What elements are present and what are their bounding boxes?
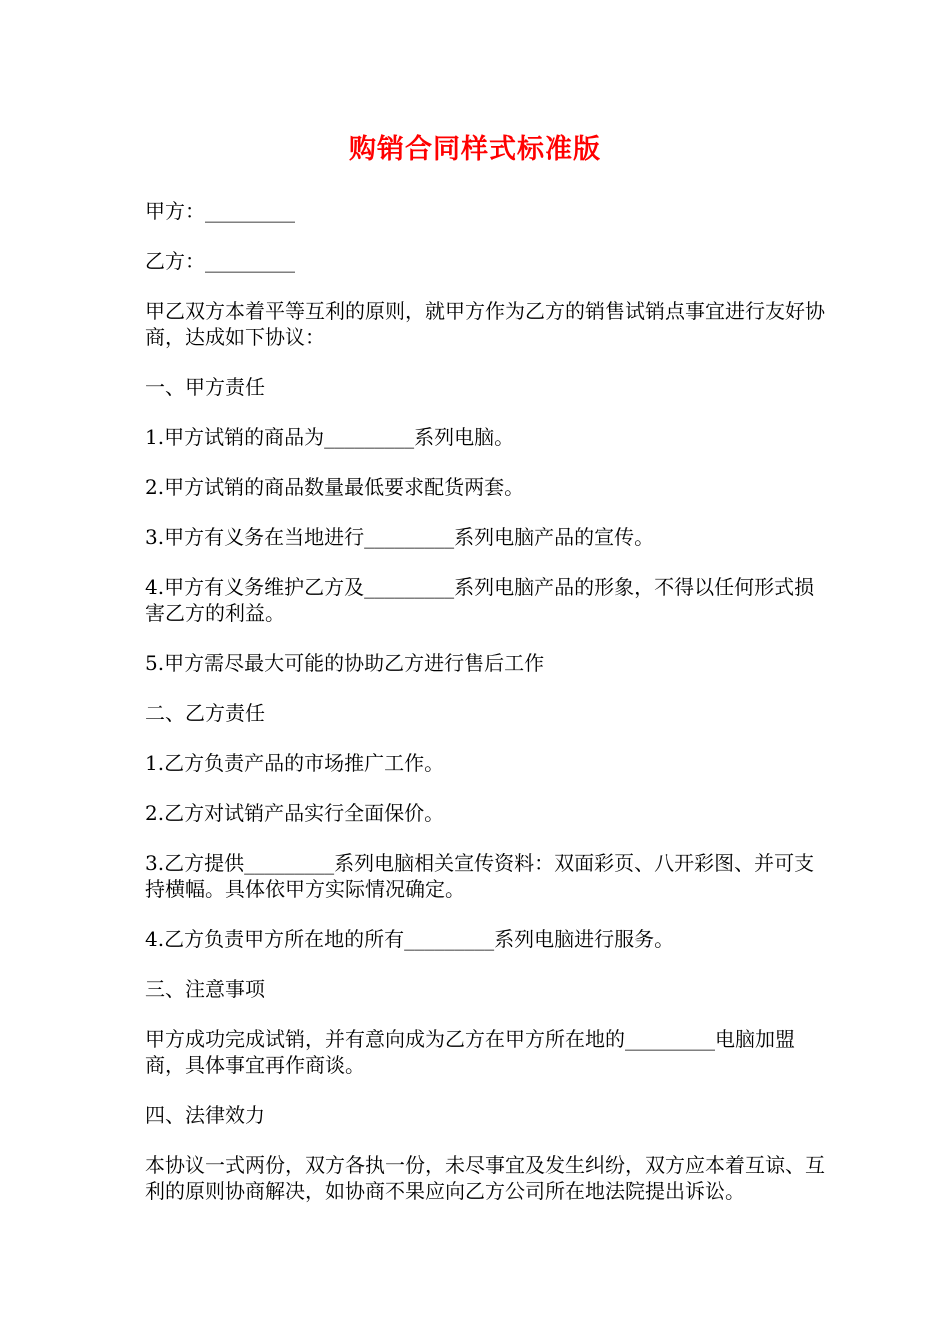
clause-b1: 1.乙方负责产品的市场推广工作。 xyxy=(145,751,445,775)
clause-a3: 3.甲方有义务在当地进行_________系列电脑产品的宣传。 xyxy=(145,525,655,549)
clause-a2: 2.甲方试销的商品数量最低要求配货两套。 xyxy=(145,475,525,499)
clause-a1: 1.甲方试销的商品为_________系列电脑。 xyxy=(145,425,515,449)
party-b-line: 乙方：_________ xyxy=(145,249,295,273)
section-heading-notes: 三、注意事项 xyxy=(145,977,265,1001)
legal-paragraph: 本协议一式两份，双方各执一份，未尽事宜及发生纠纷，双方应本着互谅、互利的原则协商解决，如协商不果应向乙方公司所在地法院提出诉讼。 xyxy=(145,1153,825,1203)
clause-b2: 2.乙方对试销产品实行全面保价。 xyxy=(145,801,445,825)
clause-b3: 3.乙方提供_________系列电脑相关宣传资料：双面彩页、八开彩图、并可支持横幅。具体依甲方实际情况确定。 xyxy=(145,851,815,901)
intro-paragraph: 甲乙双方本着平等互利的原则，就甲方作为乙方的销售试销点事宜进行友好协商，达成如下协议： xyxy=(145,299,825,349)
section-heading-party-a: 一、甲方责任 xyxy=(145,375,265,399)
notes-paragraph: 甲方成功完成试销，并有意向成为乙方在甲方所在地的_________电脑加盟商，具体事宜再作商谈。 xyxy=(145,1027,795,1077)
clause-a5: 5.甲方需尽最大可能的协助乙方进行售后工作 xyxy=(145,651,545,675)
clause-a4: 4.甲方有义务维护乙方及_________系列电脑产品的形象，不得以任何形式损害乙方的利益。 xyxy=(145,575,815,625)
document-title: 购销合同样式标准版 xyxy=(349,134,601,165)
document-body xyxy=(145,198,825,1228)
section-heading-legal: 四、法律效力 xyxy=(145,1103,265,1127)
party-a-line: 甲方：_________ xyxy=(145,199,295,223)
clause-b4: 4.乙方负责甲方所在地的所有_________系列电脑进行服务。 xyxy=(145,927,675,951)
section-heading-party-b: 二、乙方责任 xyxy=(145,701,265,725)
